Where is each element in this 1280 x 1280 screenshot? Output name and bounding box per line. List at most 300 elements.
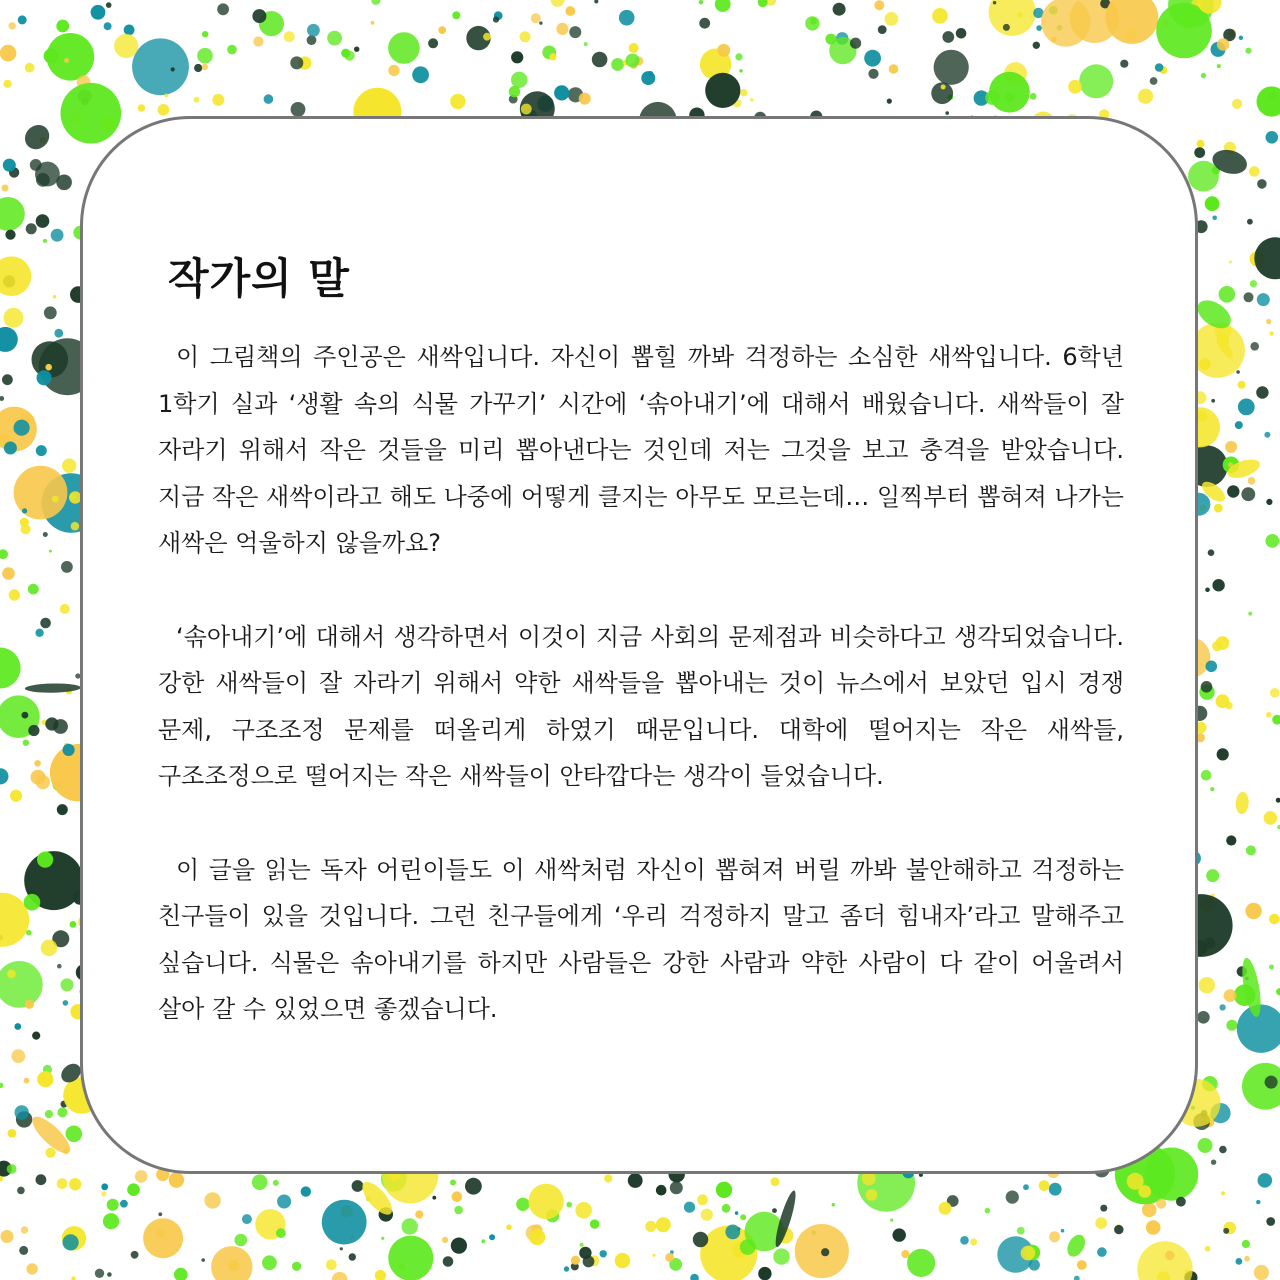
- paint-dot: [890, 1219, 893, 1222]
- paint-dot: [37, 1071, 53, 1087]
- paint-dot: [1212, 216, 1217, 221]
- paint-dot: [985, 1208, 991, 1214]
- paint-dot: [878, 25, 887, 34]
- paint-dot: [194, 64, 202, 72]
- paint-dot: [14, 466, 68, 520]
- paint-dot: [3, 159, 16, 172]
- paint-dot: [521, 104, 532, 115]
- paint-dot: [438, 26, 446, 34]
- paint-dot: [825, 34, 836, 45]
- paint-dot: [893, 1228, 906, 1241]
- paint-dot: [349, 1253, 356, 1260]
- paint-dot: [21, 1226, 28, 1233]
- paint-dot: [20, 518, 29, 527]
- paint-dot: [45, 1110, 53, 1118]
- paint-dot: [114, 34, 138, 58]
- author-note-body: [158, 334, 1124, 1080]
- paint-dot: [1232, 99, 1242, 109]
- paint-dot: [1266, 1217, 1275, 1226]
- paint-dot: [1061, 1229, 1065, 1233]
- paint-dot: [1197, 140, 1205, 148]
- paint-dot: [1257, 86, 1280, 116]
- paint-dot: [960, 1236, 969, 1245]
- paint-dot: [699, 0, 703, 4]
- paint-dot: [2, 185, 9, 192]
- paint-dot: [1150, 77, 1158, 85]
- paint-dot: [197, 48, 213, 64]
- paint-dot: [107, 1199, 119, 1211]
- paint-dot: [0, 45, 16, 62]
- paint-dot: [43, 532, 48, 537]
- paint-dot: [1100, 1205, 1107, 1212]
- paint-dot: [529, 1229, 545, 1245]
- paint-dot: [253, 36, 263, 46]
- paint-dot: [1201, 770, 1212, 781]
- paint-dot: [412, 66, 429, 83]
- paint-dot: [864, 50, 881, 67]
- paint-dot: [1250, 342, 1259, 351]
- paint-dot: [554, 85, 569, 100]
- paint-dot: [212, 94, 224, 106]
- paint-dot: [63, 744, 75, 756]
- paint-dot: [32, 1032, 40, 1040]
- paint-dot: [371, 0, 380, 5]
- paint-dot: [124, 25, 135, 36]
- paint-dot: [1206, 661, 1218, 673]
- paint-dot: [579, 93, 591, 105]
- paint-dot: [735, 53, 742, 60]
- paint-dot: [57, 1107, 67, 1117]
- paint-dot: [71, 1276, 75, 1280]
- paint-dot: [1212, 641, 1222, 651]
- paint-dot: [1236, 370, 1240, 374]
- paint-dot: [10, 790, 22, 802]
- paint-dot: [1, 1230, 14, 1243]
- paint-dot: [1194, 147, 1205, 158]
- paint-dot: [656, 1185, 667, 1196]
- paint-dot: [36, 1174, 47, 1185]
- paint-dot: [1049, 1231, 1060, 1242]
- paint-dot: [9, 589, 20, 600]
- paint-dot: [1212, 579, 1224, 591]
- paint-dot: [227, 45, 237, 55]
- paint-dot: [693, 1232, 708, 1247]
- paint-streak: [20, 120, 54, 154]
- paint-dot: [54, 329, 63, 338]
- paint-dot: [1188, 161, 1219, 192]
- paint-dot: [1248, 612, 1252, 616]
- paint-dot: [101, 1183, 108, 1190]
- paint-dot: [1238, 399, 1255, 416]
- paint-dot: [106, 2, 112, 8]
- paint-dot: [32, 341, 69, 378]
- paint-dot: [739, 69, 742, 72]
- paint-dot: [628, 1173, 643, 1188]
- paint-dot: [481, 1239, 485, 1243]
- paint-dot: [989, 0, 1036, 36]
- paint-dot: [371, 21, 375, 25]
- paint-dot: [528, 1184, 563, 1219]
- paint-dot: [37, 852, 53, 868]
- paint-dot: [171, 67, 175, 71]
- paint-dot: [332, 1272, 348, 1280]
- paint-dot: [604, 1174, 612, 1182]
- paint-dot: [1266, 499, 1272, 505]
- paint-dot: [143, 1218, 183, 1258]
- paint-dot: [1138, 1185, 1151, 1198]
- paint-dot: [35, 629, 43, 637]
- paint-dot: [1227, 485, 1239, 497]
- paint-dot: [520, 31, 531, 42]
- paint-dot: [1219, 1004, 1225, 1010]
- paint-dot: [506, 1224, 512, 1230]
- paint-dot: [2, 567, 15, 580]
- paint-dot: [1030, 93, 1037, 100]
- paint-dot: [1235, 421, 1243, 429]
- paint-dot: [24, 1078, 30, 1084]
- paint-dot: [887, 99, 892, 104]
- paint-dot: [66, 1126, 83, 1143]
- paint-dot: [1199, 358, 1211, 370]
- paint-dot: [866, 1189, 878, 1201]
- paint-dot: [716, 1182, 732, 1198]
- paint-dot: [57, 804, 68, 815]
- paint-dot: [1245, 903, 1261, 919]
- paint-dot: [61, 561, 73, 573]
- paint-dot: [868, 69, 878, 79]
- paint-dot: [37, 370, 52, 385]
- paint-dot: [14, 420, 30, 436]
- paint-dot: [402, 1218, 418, 1234]
- paint-dot: [771, 1177, 780, 1186]
- paint-dot: [26, 223, 37, 234]
- paragraph-3: 이 글을 읽는 독자 어린이들도 이 새싹처럼 자신이 뽑혀져 버릴 까봐 불안해하고 걱정하는 친구들이 있을 것입니다. 그런 친구들에게 ‘우리 걱정하지 말고 좀더 힘내자’라고 말해주고 싶습니다. 식물은 솎아내기를 하지만 사람들은 강한 사람과 약한 사람이 다 같이 어울려서 살아 갈 수 있었으면 좋겠습니다.: [158, 855, 1124, 1023]
- paint-dot: [40, 618, 51, 629]
- paint-dot: [569, 26, 581, 38]
- paint-dot: [740, 1214, 746, 1220]
- paint-dot: [352, 1180, 364, 1192]
- paint-dot: [907, 1249, 935, 1277]
- paint-dot: [600, 1250, 607, 1257]
- paint-dot: [945, 111, 949, 115]
- paint-dot: [1006, 1191, 1019, 1204]
- paint-dot: [242, 1214, 252, 1224]
- paint-dot: [1068, 80, 1082, 94]
- paint-dot: [1217, 64, 1221, 68]
- paint-dot: [1269, 914, 1280, 925]
- paint-dot: [1210, 787, 1214, 791]
- paint-dot: [70, 921, 77, 928]
- paint-dot: [45, 717, 58, 730]
- paint-dot: [43, 239, 47, 243]
- paint-dot: [450, 1180, 456, 1186]
- paint-dot: [1245, 48, 1251, 54]
- paint-dot: [942, 31, 954, 43]
- paint-dot: [107, 1272, 112, 1277]
- paint-dot: [450, 94, 465, 109]
- paint-dot: [539, 21, 542, 24]
- paint-dot: [1033, 42, 1040, 49]
- paint-dot: [1176, 1197, 1186, 1207]
- paint-dot: [26, 1263, 37, 1274]
- paint-dot: [833, 3, 846, 16]
- paint-dot: [428, 38, 438, 48]
- paint-dot: [1074, 1276, 1080, 1280]
- paint-dot: [549, 53, 556, 60]
- paint-dot: [735, 1211, 739, 1215]
- paint-dot: [22, 712, 29, 719]
- paint-dot: [388, 1236, 433, 1280]
- paint-dot: [30, 159, 42, 171]
- paint-dot: [41, 940, 58, 957]
- paint-dot: [52, 496, 59, 503]
- paint-dot: [832, 1203, 835, 1206]
- paint-dot: [1254, 237, 1280, 279]
- paint-dot: [381, 1237, 384, 1240]
- paint-dot: [594, 0, 598, 3]
- paint-dot: [165, 94, 169, 98]
- paint-dot: [132, 38, 189, 95]
- paint-dot: [217, 3, 229, 15]
- paint-dot: [1077, 1260, 1087, 1270]
- paint-dot: [970, 1239, 977, 1246]
- paint-dot: [49, 550, 52, 553]
- paint-dot: [740, 89, 748, 97]
- paint-dot: [1249, 166, 1260, 177]
- paint-dot: [715, 0, 731, 12]
- paint-dot: [0, 1083, 3, 1088]
- paint-dot: [235, 1234, 248, 1247]
- paint-dot: [670, 1181, 683, 1194]
- paint-dot: [1264, 811, 1278, 825]
- paint-dot: [1256, 386, 1268, 398]
- paint-dot: [63, 1234, 79, 1250]
- paint-dot: [1156, 1199, 1166, 1209]
- paint-dot: [135, 1170, 148, 1183]
- paint-dot: [5, 230, 15, 240]
- paint-dot: [701, 1209, 713, 1221]
- paint-dot: [63, 1000, 69, 1006]
- paint-dot: [1206, 869, 1219, 882]
- paint-dot: [273, 1180, 279, 1186]
- paint-dot: [284, 31, 295, 42]
- paint-dot: [956, 28, 967, 39]
- paint-dot: [1246, 845, 1256, 855]
- paint-dot: [653, 1254, 656, 1257]
- paint-dot: [1036, 25, 1042, 31]
- paint-dot: [1211, 1160, 1216, 1165]
- paint-dot: [1242, 1240, 1250, 1248]
- paint-dot: [1276, 798, 1280, 803]
- paint-dot: [7, 1129, 16, 1138]
- paint-dot: [1049, 1183, 1062, 1196]
- paint-dot: [103, 1213, 119, 1229]
- paint-dot: [483, 33, 491, 41]
- paint-dot: [7, 970, 16, 979]
- paint-dot: [941, 85, 946, 90]
- paint-dot: [1266, 131, 1279, 144]
- paint-dot: [127, 1183, 140, 1196]
- paint-dot: [61, 978, 74, 991]
- paint-dot: [531, 13, 541, 23]
- paint-dot: [0, 549, 8, 559]
- paint-dot: [1039, 1180, 1050, 1191]
- paint-dot: [1223, 1228, 1229, 1234]
- paint-dot: [1214, 504, 1223, 513]
- paint-dot: [34, 760, 41, 767]
- paint-dot: [95, 1269, 104, 1278]
- page-title: 작가의 말: [168, 254, 350, 303]
- paint-dot: [551, 0, 565, 7]
- paint-dot: [388, 32, 420, 64]
- paint-dot: [174, 1268, 188, 1280]
- paint-dot: [656, 1217, 671, 1232]
- paint-dot: [2, 374, 13, 385]
- paint-dot: [194, 97, 200, 103]
- paint-dot: [1205, 1246, 1211, 1252]
- paint-dot: [1146, 1220, 1161, 1235]
- paint-dot: [138, 104, 146, 112]
- paint-dot: [615, 1253, 630, 1268]
- paint-dot: [46, 1148, 56, 1158]
- paint-dot: [874, 0, 884, 10]
- paint-dot: [737, 1227, 741, 1231]
- paint-dot: [1236, 1258, 1243, 1265]
- paint-dot: [705, 73, 740, 108]
- paint-dot: [1244, 292, 1254, 302]
- paint-dot: [120, 1200, 128, 1208]
- paint-dot: [665, 1253, 674, 1262]
- paint-dot: [1254, 1265, 1269, 1280]
- paint-dot: [64, 58, 69, 63]
- paint-dot: [901, 1250, 909, 1258]
- paint-dot: [1229, 261, 1232, 264]
- paint-dot: [3, 308, 23, 328]
- paint-dot: [4, 80, 12, 88]
- paint-dot: [1197, 411, 1208, 422]
- paint-dot: [1205, 588, 1210, 593]
- paint-dot: [44, 306, 57, 319]
- paint-dot: [18, 15, 27, 24]
- paint-dot: [1217, 38, 1229, 50]
- paint-dot: [699, 18, 710, 29]
- paint-dot: [511, 72, 527, 88]
- paint-dot: [1244, 1256, 1250, 1262]
- paint-dot: [1264, 432, 1270, 438]
- paint-dot: [307, 35, 317, 45]
- paint-dot: [1270, 688, 1280, 698]
- paint-dot: [454, 1206, 463, 1215]
- paint-dot: [1266, 319, 1271, 324]
- paint-dot: [36, 214, 50, 228]
- paint-dot: [1257, 293, 1270, 306]
- paint-dot: [579, 1247, 591, 1259]
- paint-dot: [56, 175, 72, 191]
- paint-dot: [0, 197, 25, 231]
- paint-dot: [17, 1187, 25, 1195]
- paint-dot: [1199, 977, 1215, 993]
- paint-dot: [276, 1228, 286, 1238]
- paint-dot: [354, 47, 359, 52]
- paint-dot: [989, 72, 1030, 113]
- paint-dot: [1223, 637, 1227, 641]
- paint-dot: [204, 1192, 220, 1208]
- paint-dot: [1257, 179, 1267, 189]
- paint-dot: [690, 1274, 699, 1280]
- paint-dot: [327, 31, 342, 46]
- paint-dot: [158, 1212, 162, 1216]
- paint-dot: [821, 1248, 829, 1256]
- paint-dot: [9, 22, 16, 29]
- paint-dot: [1138, 89, 1153, 104]
- paint-dot: [1114, 1225, 1123, 1234]
- paint-dot: [684, 1202, 695, 1213]
- paint-dot: [1272, 715, 1280, 725]
- paint-dot: [509, 86, 520, 97]
- paint-dot: [60, 604, 70, 614]
- paint-dot: [15, 1105, 29, 1119]
- paint-dot: [252, 9, 266, 23]
- paint-dot: [939, 1202, 952, 1215]
- paint-dot: [44, 49, 59, 64]
- paint-dot: [564, 1266, 569, 1271]
- paint-dot: [0, 648, 21, 689]
- paragraph-1: 이 그림책의 주인공은 새싹입니다. 자신이 뽑힐 까봐 걱정하는 소심한 새싹입니다. 6학년 1학기 실과 ‘생활 속의 식물 가꾸기’ 시간에 ‘솎아내기’에 대해서 배웠습니다. 새싹들이 잘 자라기 위해서 작은 것들을 미리 뽑아낸다는 것인데 저는 그것을 보고 충격을 받았습니다. 지금 작은 새싹이라고 해도 나중에 어떻게 클지는 아무도 모르는데… 일찍부터 뽑혀져 나가는 새싹은 억울하지 않을까요?: [158, 343, 1124, 557]
- paint-dot: [1217, 748, 1229, 760]
- paint-dot: [22, 508, 27, 513]
- paint-dot: [1201, 681, 1213, 693]
- paint-dot: [290, 56, 303, 69]
- paint-dot: [31, 770, 46, 785]
- paint-dot: [345, 51, 355, 61]
- paint-dot: [36, 445, 47, 456]
- paint-dot: [1021, 1246, 1036, 1261]
- paint-dot: [25, 63, 35, 73]
- paint-dot: [619, 10, 635, 26]
- paint-dot: [1225, 702, 1233, 710]
- paint-dot: [1023, 1184, 1029, 1190]
- paint-dot: [57, 1178, 68, 1189]
- paint-dot: [1247, 219, 1253, 225]
- paint-dot: [773, 1248, 789, 1264]
- paint-dot: [443, 1256, 454, 1267]
- paint-dot: [452, 11, 460, 19]
- paint-dot: [580, 1243, 584, 1247]
- paint-dot: [772, 1208, 777, 1213]
- paint-dot: [1239, 36, 1243, 40]
- paint-dot: [889, 64, 899, 74]
- paint-dot: [805, 16, 819, 30]
- paint-dot: [252, 1174, 268, 1190]
- paint-dot: [71, 522, 80, 531]
- paint-dot: [565, 6, 575, 16]
- paint-dot: [202, 64, 208, 70]
- paint-dot: [626, 54, 640, 68]
- paint-dot: [432, 1196, 436, 1200]
- paint-dot: [932, 8, 948, 24]
- paint-dot: [1197, 1011, 1210, 1024]
- paint-dot: [584, 42, 588, 46]
- paint-dot: [56, 20, 69, 33]
- paint-dot: [23, 740, 29, 746]
- paint-dot: [36, 173, 50, 187]
- paint-dot: [24, 894, 41, 911]
- paint-streak: [25, 683, 81, 693]
- paint-dot: [25, 1000, 34, 1009]
- paint-dot: [262, 1255, 277, 1270]
- paint-dot: [1226, 835, 1236, 845]
- paint-dot: [1265, 534, 1279, 548]
